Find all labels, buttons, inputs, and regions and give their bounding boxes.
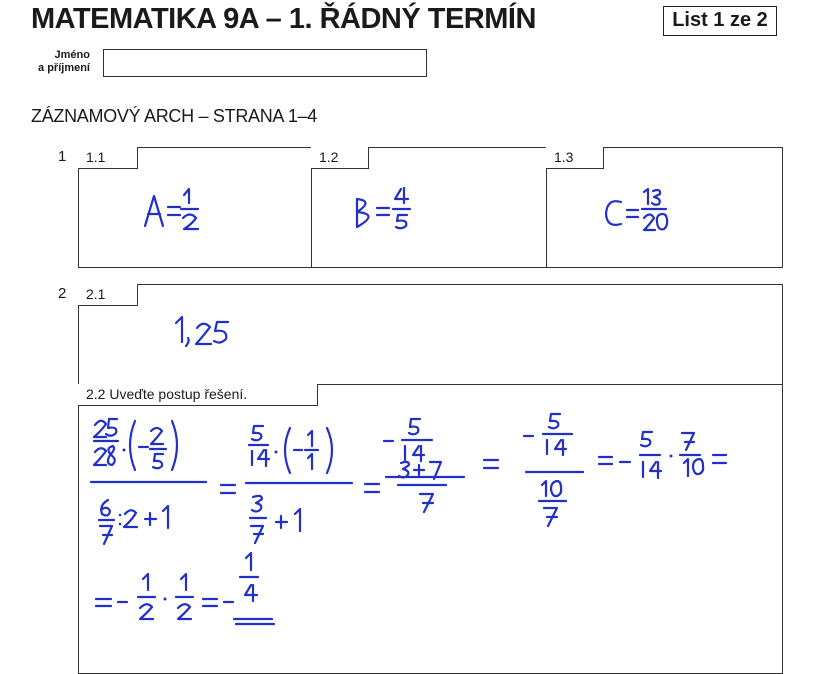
name-label-line1: Jméno — [54, 49, 90, 61]
name-label-line2: a příjmení — [38, 62, 90, 74]
part-label-1-2: 1.2 — [311, 147, 369, 169]
part-label-1-1: 1.1 — [78, 147, 138, 169]
part-label-2-2: 2.2 Uveďte postup řešení. — [78, 384, 318, 406]
part-label-1-3: 1.3 — [546, 147, 604, 169]
page-title: MATEMATIKA 9A – 1. ŘÁDNÝ TERMÍN — [31, 3, 536, 35]
question-number-1: 1 — [58, 148, 67, 165]
name-label — [30, 49, 90, 75]
part-label-2-1: 2.1 — [78, 284, 138, 306]
question-1-box — [78, 147, 783, 268]
question-2-box — [78, 284, 783, 674]
sheet-indicator: List 1 ze 2 — [663, 6, 777, 36]
question-number-2: 2 — [58, 285, 67, 302]
name-field[interactable] — [103, 49, 427, 77]
section-title: ZÁZNAMOVÝ ARCH – STRANA 1–4 — [31, 106, 317, 126]
